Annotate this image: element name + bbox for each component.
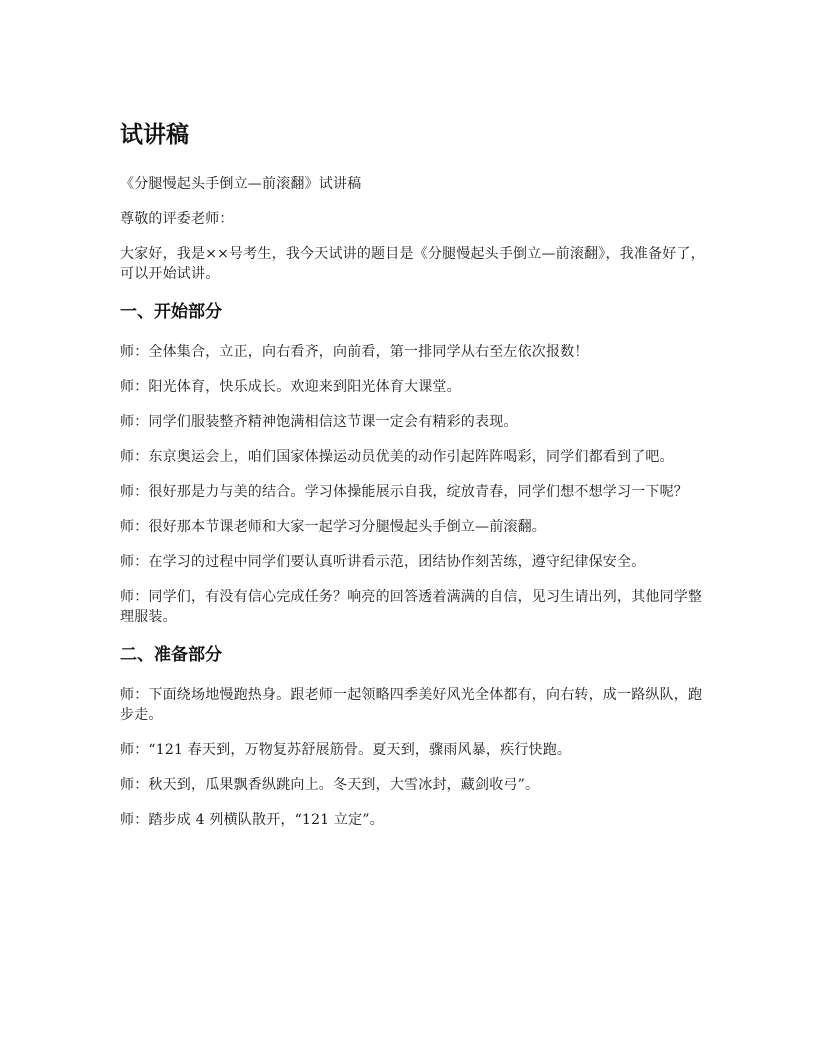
paragraph: 师：同学们，有没有信心完成任务？响亮的回答透着满满的自信，见习生请出列，其他同学整理服装。	[120, 589, 703, 625]
section-heading-start: 一、开始部分	[120, 302, 222, 322]
paragraph: 师：下面绕场地慢跑热身。跟老师一起领略四季美好风光全体都有，向右转，成一路纵队，跑步走。	[120, 687, 703, 723]
paragraph: 师：在学习的过程中同学们要认真听讲看示范，团结协作刻苦练，遵守纪律保安全。	[120, 554, 646, 570]
paragraph: 师：全体集合，立正，向右看齐，向前看，第一排同学从右至左依次报数！	[120, 344, 589, 360]
opening-statement: 大家好，我是××号考生，我今天试讲的题目是《分腿慢起头手倒立—前滚翻》，我准备好了，可以开始试讲。	[120, 246, 705, 282]
paragraph: 师：秋天到，瓜果飘香纵跳向上。冬天到，大雪冰封，藏剑收弓”。	[120, 777, 540, 793]
document-title: 试讲稿	[120, 122, 189, 148]
paragraph: 师：东京奥运会上，咱们国家体操运动员优美的动作引起阵阵喝彩，同学们都看到了吧。	[120, 449, 674, 465]
paragraph: 师：阳光体育，快乐成长。欢迎来到阳光体育大课堂。	[120, 379, 461, 395]
paragraph: 师：“121 春天到，万物复苏舒展筋骨。夏天到，骤雨风暴，疾行快跑。	[120, 742, 572, 758]
paragraph: 师：踏步成 4 列横队散开，“121 立定”。	[120, 812, 384, 828]
lecture-subtitle: 《分腿慢起头手倒立—前滚翻》试讲稿	[120, 176, 362, 192]
paragraph: 师：同学们服装整齐精神饱满相信这节课一定会有精彩的表现。	[120, 414, 518, 430]
salutation: 尊敬的评委老师：	[120, 211, 234, 227]
paragraph: 师：很好那本节课老师和大家一起学习分腿慢起头手倒立—前滚翻。	[120, 519, 546, 535]
section-heading-warmup: 二、准备部分	[120, 645, 222, 665]
paragraph: 师：很好那是力与美的结合。学习体操能展示自我，绽放青春，同学们想不想学习一下呢？	[120, 484, 688, 500]
document-page	[120, 118, 710, 845]
